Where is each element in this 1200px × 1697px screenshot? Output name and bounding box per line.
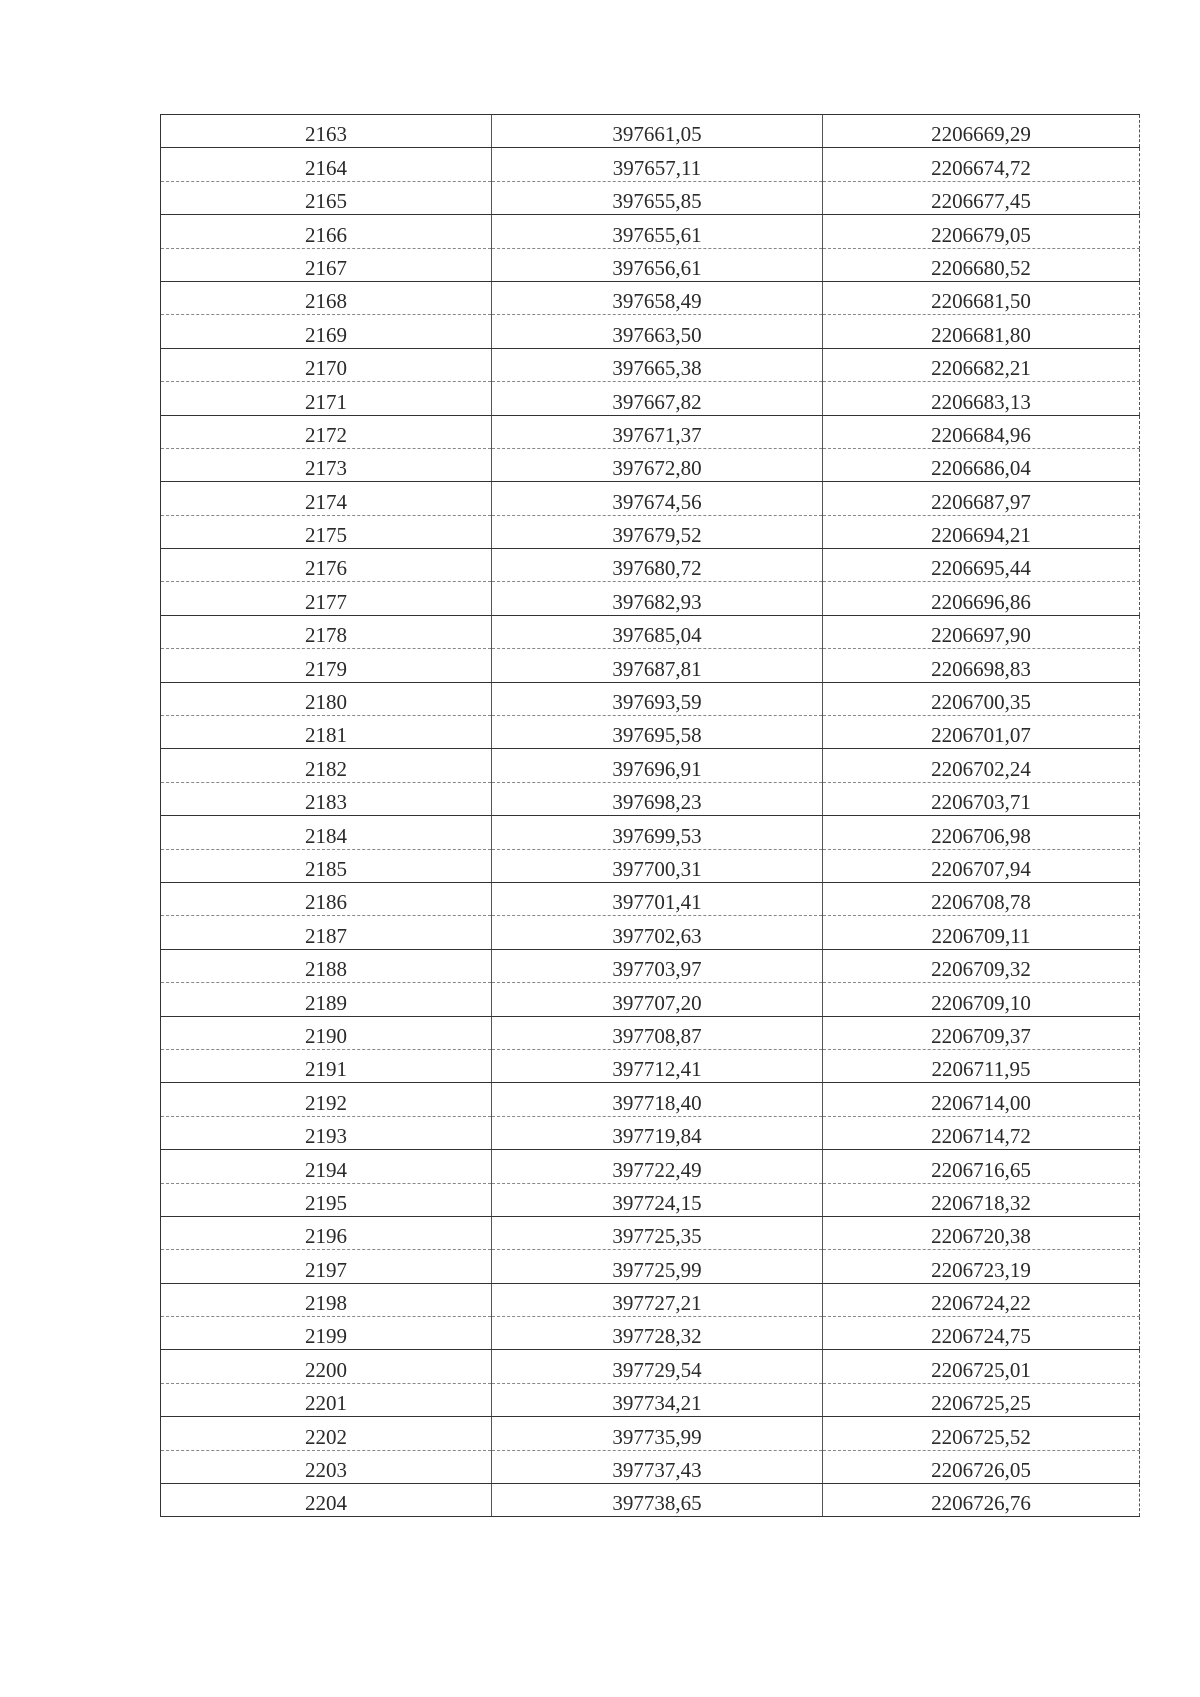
x-coordinate-cell: 397672,80 <box>492 448 823 481</box>
table-row <box>161 849 1140 882</box>
table-row <box>161 1383 1140 1416</box>
y-coordinate-cell: 2206701,07 <box>823 716 1140 749</box>
x-coordinate-cell: 397728,32 <box>492 1317 823 1350</box>
point-number-cell: 2188 <box>161 949 492 982</box>
x-coordinate-cell: 397702,63 <box>492 916 823 949</box>
point-number-cell: 2197 <box>161 1250 492 1283</box>
x-coordinate-cell: 397674,56 <box>492 482 823 515</box>
table-row <box>161 448 1140 481</box>
coordinates-table <box>160 114 1140 1517</box>
table-row <box>161 1016 1140 1049</box>
table-row <box>161 782 1140 815</box>
table-row <box>161 281 1140 314</box>
coordinates-table-body <box>161 115 1140 1517</box>
point-number-cell: 2174 <box>161 482 492 515</box>
point-number-cell: 2189 <box>161 983 492 1016</box>
y-coordinate-cell: 2206723,19 <box>823 1250 1140 1283</box>
y-coordinate-cell: 2206684,96 <box>823 415 1140 448</box>
x-coordinate-cell: 397724,15 <box>492 1183 823 1216</box>
y-coordinate-cell: 2206700,35 <box>823 682 1140 715</box>
x-coordinate-cell: 397719,84 <box>492 1116 823 1149</box>
table-row <box>161 682 1140 715</box>
table-row <box>161 1417 1140 1450</box>
x-coordinate-cell: 397693,59 <box>492 682 823 715</box>
table-row <box>161 949 1140 982</box>
point-number-cell: 2165 <box>161 181 492 214</box>
y-coordinate-cell: 2206709,10 <box>823 983 1140 1016</box>
point-number-cell: 2164 <box>161 148 492 181</box>
y-coordinate-cell: 2206709,11 <box>823 916 1140 949</box>
x-coordinate-cell: 397682,93 <box>492 582 823 615</box>
y-coordinate-cell: 2206725,01 <box>823 1350 1140 1383</box>
table-row <box>161 916 1140 949</box>
y-coordinate-cell: 2206687,97 <box>823 482 1140 515</box>
table-row <box>161 1450 1140 1483</box>
x-coordinate-cell: 397655,61 <box>492 215 823 248</box>
x-coordinate-cell: 397707,20 <box>492 983 823 1016</box>
y-coordinate-cell: 2206681,80 <box>823 315 1140 348</box>
x-coordinate-cell: 397663,50 <box>492 315 823 348</box>
point-number-cell: 2194 <box>161 1150 492 1183</box>
point-number-cell: 2180 <box>161 682 492 715</box>
point-number-cell: 2183 <box>161 782 492 815</box>
table-row <box>161 1484 1140 1517</box>
y-coordinate-cell: 2206706,98 <box>823 816 1140 849</box>
point-number-cell: 2187 <box>161 916 492 949</box>
point-number-cell: 2179 <box>161 649 492 682</box>
table-row <box>161 1083 1140 1116</box>
point-number-cell: 2192 <box>161 1083 492 1116</box>
y-coordinate-cell: 2206716,65 <box>823 1150 1140 1183</box>
x-coordinate-cell: 397735,99 <box>492 1417 823 1450</box>
table-row <box>161 515 1140 548</box>
y-coordinate-cell: 2206697,90 <box>823 615 1140 648</box>
y-coordinate-cell: 2206718,32 <box>823 1183 1140 1216</box>
y-coordinate-cell: 2206702,24 <box>823 749 1140 782</box>
table-row <box>161 649 1140 682</box>
y-coordinate-cell: 2206682,21 <box>823 348 1140 381</box>
table-row <box>161 1116 1140 1149</box>
x-coordinate-cell: 397700,31 <box>492 849 823 882</box>
table-row <box>161 816 1140 849</box>
x-coordinate-cell: 397679,52 <box>492 515 823 548</box>
table-row <box>161 615 1140 648</box>
y-coordinate-cell: 2206696,86 <box>823 582 1140 615</box>
table-row <box>161 382 1140 415</box>
x-coordinate-cell: 397695,58 <box>492 716 823 749</box>
y-coordinate-cell: 2206726,05 <box>823 1450 1140 1483</box>
table-row <box>161 549 1140 582</box>
point-number-cell: 2168 <box>161 281 492 314</box>
table-row <box>161 882 1140 915</box>
y-coordinate-cell: 2206725,25 <box>823 1383 1140 1416</box>
point-number-cell: 2175 <box>161 515 492 548</box>
x-coordinate-cell: 397701,41 <box>492 882 823 915</box>
point-number-cell: 2184 <box>161 816 492 849</box>
y-coordinate-cell: 2206695,44 <box>823 549 1140 582</box>
y-coordinate-cell: 2206714,00 <box>823 1083 1140 1116</box>
point-number-cell: 2190 <box>161 1016 492 1049</box>
point-number-cell: 2182 <box>161 749 492 782</box>
table-row <box>161 1049 1140 1082</box>
point-number-cell: 2186 <box>161 882 492 915</box>
point-number-cell: 2181 <box>161 716 492 749</box>
table-row <box>161 115 1140 148</box>
x-coordinate-cell: 397708,87 <box>492 1016 823 1049</box>
x-coordinate-cell: 397722,49 <box>492 1150 823 1183</box>
x-coordinate-cell: 397687,81 <box>492 649 823 682</box>
x-coordinate-cell: 397658,49 <box>492 281 823 314</box>
table-row <box>161 1283 1140 1316</box>
x-coordinate-cell: 397685,04 <box>492 615 823 648</box>
point-number-cell: 2177 <box>161 582 492 615</box>
point-number-cell: 2198 <box>161 1283 492 1316</box>
point-number-cell: 2191 <box>161 1049 492 1082</box>
point-number-cell: 2169 <box>161 315 492 348</box>
y-coordinate-cell: 2206677,45 <box>823 181 1140 214</box>
table-row <box>161 1317 1140 1350</box>
x-coordinate-cell: 397718,40 <box>492 1083 823 1116</box>
x-coordinate-cell: 397696,91 <box>492 749 823 782</box>
x-coordinate-cell: 397738,65 <box>492 1484 823 1517</box>
point-number-cell: 2199 <box>161 1317 492 1350</box>
point-number-cell: 2173 <box>161 448 492 481</box>
point-number-cell: 2202 <box>161 1417 492 1450</box>
point-number-cell: 2201 <box>161 1383 492 1416</box>
x-coordinate-cell: 397655,85 <box>492 181 823 214</box>
y-coordinate-cell: 2206686,04 <box>823 448 1140 481</box>
x-coordinate-cell: 397656,61 <box>492 248 823 281</box>
table-row <box>161 582 1140 615</box>
x-coordinate-cell: 397699,53 <box>492 816 823 849</box>
x-coordinate-cell: 397661,05 <box>492 115 823 148</box>
y-coordinate-cell: 2206683,13 <box>823 382 1140 415</box>
y-coordinate-cell: 2206714,72 <box>823 1116 1140 1149</box>
point-number-cell: 2185 <box>161 849 492 882</box>
table-row <box>161 215 1140 248</box>
y-coordinate-cell: 2206707,94 <box>823 849 1140 882</box>
y-coordinate-cell: 2206681,50 <box>823 281 1140 314</box>
x-coordinate-cell: 397725,99 <box>492 1250 823 1283</box>
y-coordinate-cell: 2206694,21 <box>823 515 1140 548</box>
point-number-cell: 2195 <box>161 1183 492 1216</box>
point-number-cell: 2166 <box>161 215 492 248</box>
y-coordinate-cell: 2206720,38 <box>823 1216 1140 1249</box>
y-coordinate-cell: 2206709,32 <box>823 949 1140 982</box>
y-coordinate-cell: 2206708,78 <box>823 882 1140 915</box>
table-row <box>161 983 1140 1016</box>
x-coordinate-cell: 397698,23 <box>492 782 823 815</box>
y-coordinate-cell: 2206725,52 <box>823 1417 1140 1450</box>
table-row <box>161 248 1140 281</box>
y-coordinate-cell: 2206703,71 <box>823 782 1140 815</box>
y-coordinate-cell: 2206724,75 <box>823 1317 1140 1350</box>
y-coordinate-cell: 2206711,95 <box>823 1049 1140 1082</box>
point-number-cell: 2178 <box>161 615 492 648</box>
y-coordinate-cell: 2206669,29 <box>823 115 1140 148</box>
point-number-cell: 2167 <box>161 248 492 281</box>
point-number-cell: 2171 <box>161 382 492 415</box>
point-number-cell: 2204 <box>161 1484 492 1517</box>
x-coordinate-cell: 397737,43 <box>492 1450 823 1483</box>
table-row <box>161 1250 1140 1283</box>
table-row <box>161 1350 1140 1383</box>
table-row <box>161 482 1140 515</box>
table-row <box>161 348 1140 381</box>
table-row <box>161 1150 1140 1183</box>
point-number-cell: 2170 <box>161 348 492 381</box>
y-coordinate-cell: 2206680,52 <box>823 248 1140 281</box>
x-coordinate-cell: 397667,82 <box>492 382 823 415</box>
y-coordinate-cell: 2206724,22 <box>823 1283 1140 1316</box>
point-number-cell: 2193 <box>161 1116 492 1149</box>
point-number-cell: 2163 <box>161 115 492 148</box>
table-row <box>161 148 1140 181</box>
point-number-cell: 2203 <box>161 1450 492 1483</box>
point-number-cell: 2200 <box>161 1350 492 1383</box>
table-row <box>161 1216 1140 1249</box>
y-coordinate-cell: 2206674,72 <box>823 148 1140 181</box>
x-coordinate-cell: 397680,72 <box>492 549 823 582</box>
x-coordinate-cell: 397729,54 <box>492 1350 823 1383</box>
point-number-cell: 2196 <box>161 1216 492 1249</box>
y-coordinate-cell: 2206679,05 <box>823 215 1140 248</box>
y-coordinate-cell: 2206698,83 <box>823 649 1140 682</box>
x-coordinate-cell: 397727,21 <box>492 1283 823 1316</box>
x-coordinate-cell: 397734,21 <box>492 1383 823 1416</box>
y-coordinate-cell: 2206709,37 <box>823 1016 1140 1049</box>
x-coordinate-cell: 397725,35 <box>492 1216 823 1249</box>
table-row <box>161 181 1140 214</box>
x-coordinate-cell: 397665,38 <box>492 348 823 381</box>
table-row <box>161 415 1140 448</box>
x-coordinate-cell: 397671,37 <box>492 415 823 448</box>
y-coordinate-cell: 2206726,76 <box>823 1484 1140 1517</box>
x-coordinate-cell: 397657,11 <box>492 148 823 181</box>
point-number-cell: 2172 <box>161 415 492 448</box>
table-row <box>161 1183 1140 1216</box>
point-number-cell: 2176 <box>161 549 492 582</box>
table-row <box>161 716 1140 749</box>
table-row <box>161 315 1140 348</box>
x-coordinate-cell: 397703,97 <box>492 949 823 982</box>
x-coordinate-cell: 397712,41 <box>492 1049 823 1082</box>
table-row <box>161 749 1140 782</box>
